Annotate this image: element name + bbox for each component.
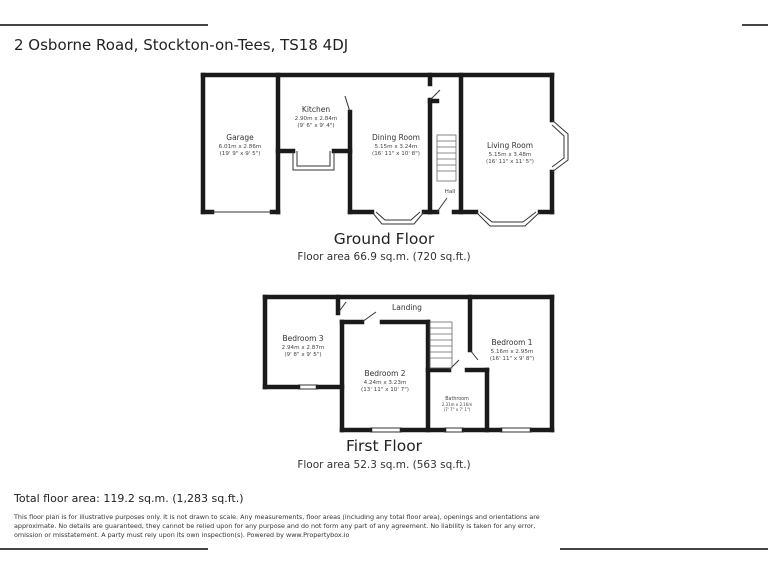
bedroom-1-dim-m: 5.16m x 2.95m	[490, 349, 534, 355]
bedroom-3-label: Bedroom 3	[282, 334, 324, 343]
property-address: 2 Osborne Road, Stockton-on-Tees, TS18 4DJ	[14, 36, 349, 54]
bedroom-1-label: Bedroom 1	[491, 338, 533, 347]
landing-label: Landing	[392, 303, 422, 312]
living-room-dim-ft: (16' 11" x 11' 5")	[486, 159, 534, 165]
garage-dim-m: 6.01m x 2.86m	[218, 144, 262, 150]
dining-room-dim-ft: (16' 11" x 10' 8")	[372, 151, 420, 157]
first-floor-title: First Floor	[345, 437, 423, 455]
dining-room-dim-m: 5.15m x 3.24m	[374, 144, 418, 150]
bedroom-2-label: Bedroom 2	[364, 369, 406, 378]
disclaimer-text: This floor plan is for illustrative purposes only. It is not drawn to scale. Any measurements, floor areas (including any total floor area), openings and orientations are approximate. No details are guaranteed, they cannot be relied upon for any purpose and do not form any part of any agreement. No liability is taken for any error, omission or misstatement. A party must rely upon its own inspection(s). Powered by www.Propertybox.io	[14, 513, 540, 540]
ground-floor-area: Floor area 66.9 sq.m. (720 sq.ft.)	[297, 251, 471, 263]
ground-floor-title: Ground Floor	[333, 230, 435, 248]
bedroom-2-dim-ft: (13' 11" x 10' 7")	[361, 387, 409, 393]
total-floor-area: Total floor area: 119.2 sq.m. (1,283 sq.ft.)	[14, 492, 244, 505]
hall-label: Hall	[444, 189, 456, 195]
bathroom-dim-m: 2.31m x 2.16m	[441, 402, 473, 407]
bedroom-3-dim-ft: (9' 8" x 9' 5")	[284, 352, 322, 358]
kitchen-label: Kitchen	[301, 105, 331, 114]
living-room-dim-m: 5.15m x 3.48m	[488, 152, 532, 158]
bedroom-3-dim-m: 2.94m x 2.87m	[281, 345, 325, 351]
bedroom-1-dim-ft: (16' 11" x 9' 8")	[489, 356, 535, 362]
first-floor-walls	[265, 297, 552, 430]
bathroom-dim-ft: (7' 7" x 7' 1")	[443, 407, 471, 412]
kitchen-dim-m: 2.90m x 2.84m	[294, 116, 338, 122]
garage-dim-ft: (19' 9" x 9' 5")	[219, 151, 261, 157]
bathroom-label: Bathroom	[445, 397, 469, 402]
first-floor-area: Floor area 52.3 sq.m. (563 sq.ft.)	[297, 459, 471, 471]
dining-room-label: Dining Room	[372, 133, 420, 142]
kitchen-dim-ft: (9' 6" x 9' 4")	[297, 123, 335, 129]
bedroom-2-dim-m: 4.24m x 3.23m	[363, 380, 407, 386]
living-room-label: Living Room	[486, 141, 534, 150]
garage-label: Garage	[226, 133, 254, 142]
